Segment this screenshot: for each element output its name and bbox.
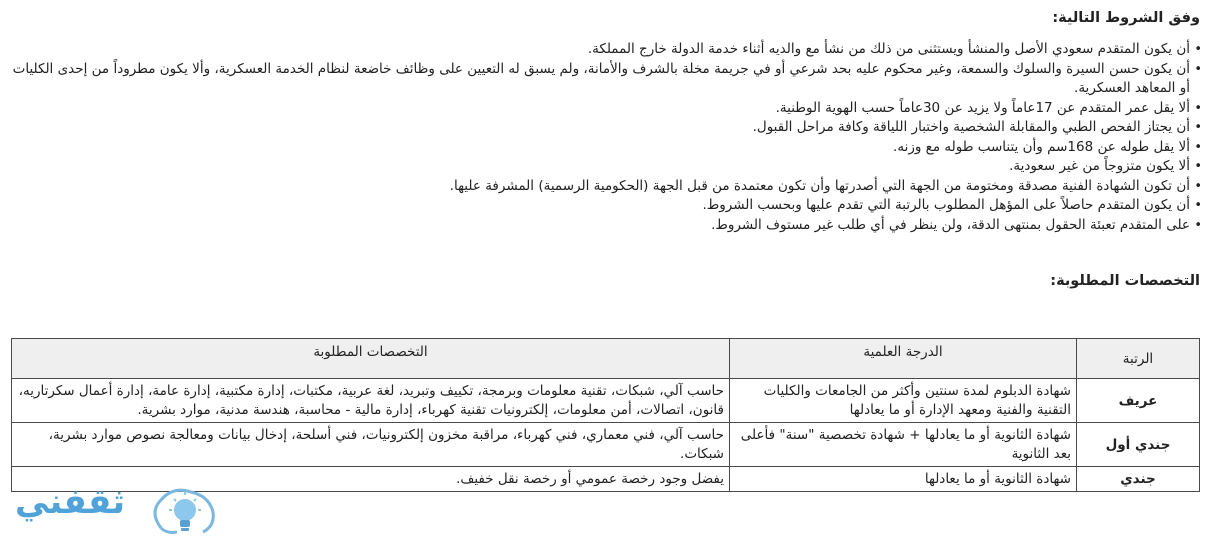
table-row xyxy=(12,379,1200,423)
specialties-cell: حاسب آلي، فني معماري، فني كهرباء، مراقبة مخزون إلكترونيات، فني أسلحة، إدخال بيانات ومعالجة نصوص موارد بشرية، شبكات. xyxy=(12,423,730,467)
specialties-cell: حاسب آلي، شبكات، تقنية معلومات وبرمجة، تكييف وتبريد، لغة عربية، مكتبات، إدارة مكتبية، إدارة عامة، إدارة أعمال سكرتاريه، قانون، اتصالات، أمن معلومات، إلكترونيات تقنية كهرباء، إدارة مالية - محاسبة، هندسة مدنية، موارد بشرية. xyxy=(12,379,730,423)
list-item: • على المتقدم تعبئة الحقول بمنتهى الدقة، ولن ينظر في أي طلب غير مستوف الشروط. xyxy=(12,216,1202,236)
table-header-row xyxy=(12,339,1200,379)
rank-cell: جندي أول xyxy=(1077,423,1200,467)
conditions-heading: وفق الشروط التالية: xyxy=(1052,10,1200,26)
list-item: • ألا يكون متزوجاً من غير سعودية. xyxy=(12,157,1202,177)
rank-cell: جندي xyxy=(1077,467,1200,492)
column-header-degree: الدرجة العلمية xyxy=(730,339,1077,379)
list-item: • أن يكون المتقدم سعودي الأصل والمنشأ ويستثنى من ذلك من نشأ مع والديه أثناء خدمة الدولة خارج المملكة. xyxy=(12,40,1202,60)
list-item: • أن تكون الشهادة الفنية مصدقة ومختومة من الجهة التي أصدرتها وأن تكون معتمدة من قبل الجهة (الحكومية الرسمية) المشرفة عليها. xyxy=(12,177,1202,197)
rank-cell: عريف xyxy=(1077,379,1200,423)
lightbulb-icon xyxy=(147,482,219,540)
column-header-rank: الرتبة xyxy=(1077,339,1200,379)
table-row xyxy=(12,423,1200,467)
list-item: • ألا يقل طوله عن 168سم وأن يتناسب طوله مع وزنه. xyxy=(12,138,1202,158)
list-item: • أن يكون حسن السيرة والسلوك والسمعة، وغير محكوم عليه بحد شرعي أو في جريمة مخلة بالشرف والأمانة، ولم يسبق له التعيين على وظائف خاضعة لنظام الخدمة العسكرية، وألا يكون مطروداً من إحدى الكليات أو المعاهد العسكرية. xyxy=(12,60,1202,99)
specialties-heading: التخصصات المطلوبة: xyxy=(1050,273,1200,289)
list-item: • أن يكون المتقدم حاصلاً على المؤهل المطلوب بالرتبة التي تقدم عليها وبحسب الشروط. xyxy=(12,196,1202,216)
column-header-specialties: التخصصات المطلوبة xyxy=(12,339,730,379)
degree-cell: شهادة الثانوية أو ما يعادلها + شهادة تخصصية "سنة" فأعلى بعد الثانوية xyxy=(730,423,1077,467)
specialties-table xyxy=(11,338,1200,492)
list-item: • ألا يقل عمر المتقدم عن 17عاماً ولا يزيد عن 30عاماً حسب الهوية الوطنية. xyxy=(12,99,1202,119)
logo-text: ثقفني xyxy=(15,482,125,522)
degree-cell: شهادة الثانوية أو ما يعادلها xyxy=(730,467,1077,492)
site-logo xyxy=(15,480,215,542)
list-item: • أن يجتاز الفحص الطبي والمقابلة الشخصية واختبار اللياقة وكافة مراحل القبول. xyxy=(12,118,1202,138)
specialties-cell: يفضل وجود رخصة عمومي أو رخصة نقل خفيف. xyxy=(12,467,730,492)
conditions-list xyxy=(12,40,1202,235)
degree-cell: شهادة الدبلوم لمدة سنتين وأكثر من الجامعات والكليات التقنية والفنية ومعهد الإدارة أو ما يعادلها xyxy=(730,379,1077,423)
